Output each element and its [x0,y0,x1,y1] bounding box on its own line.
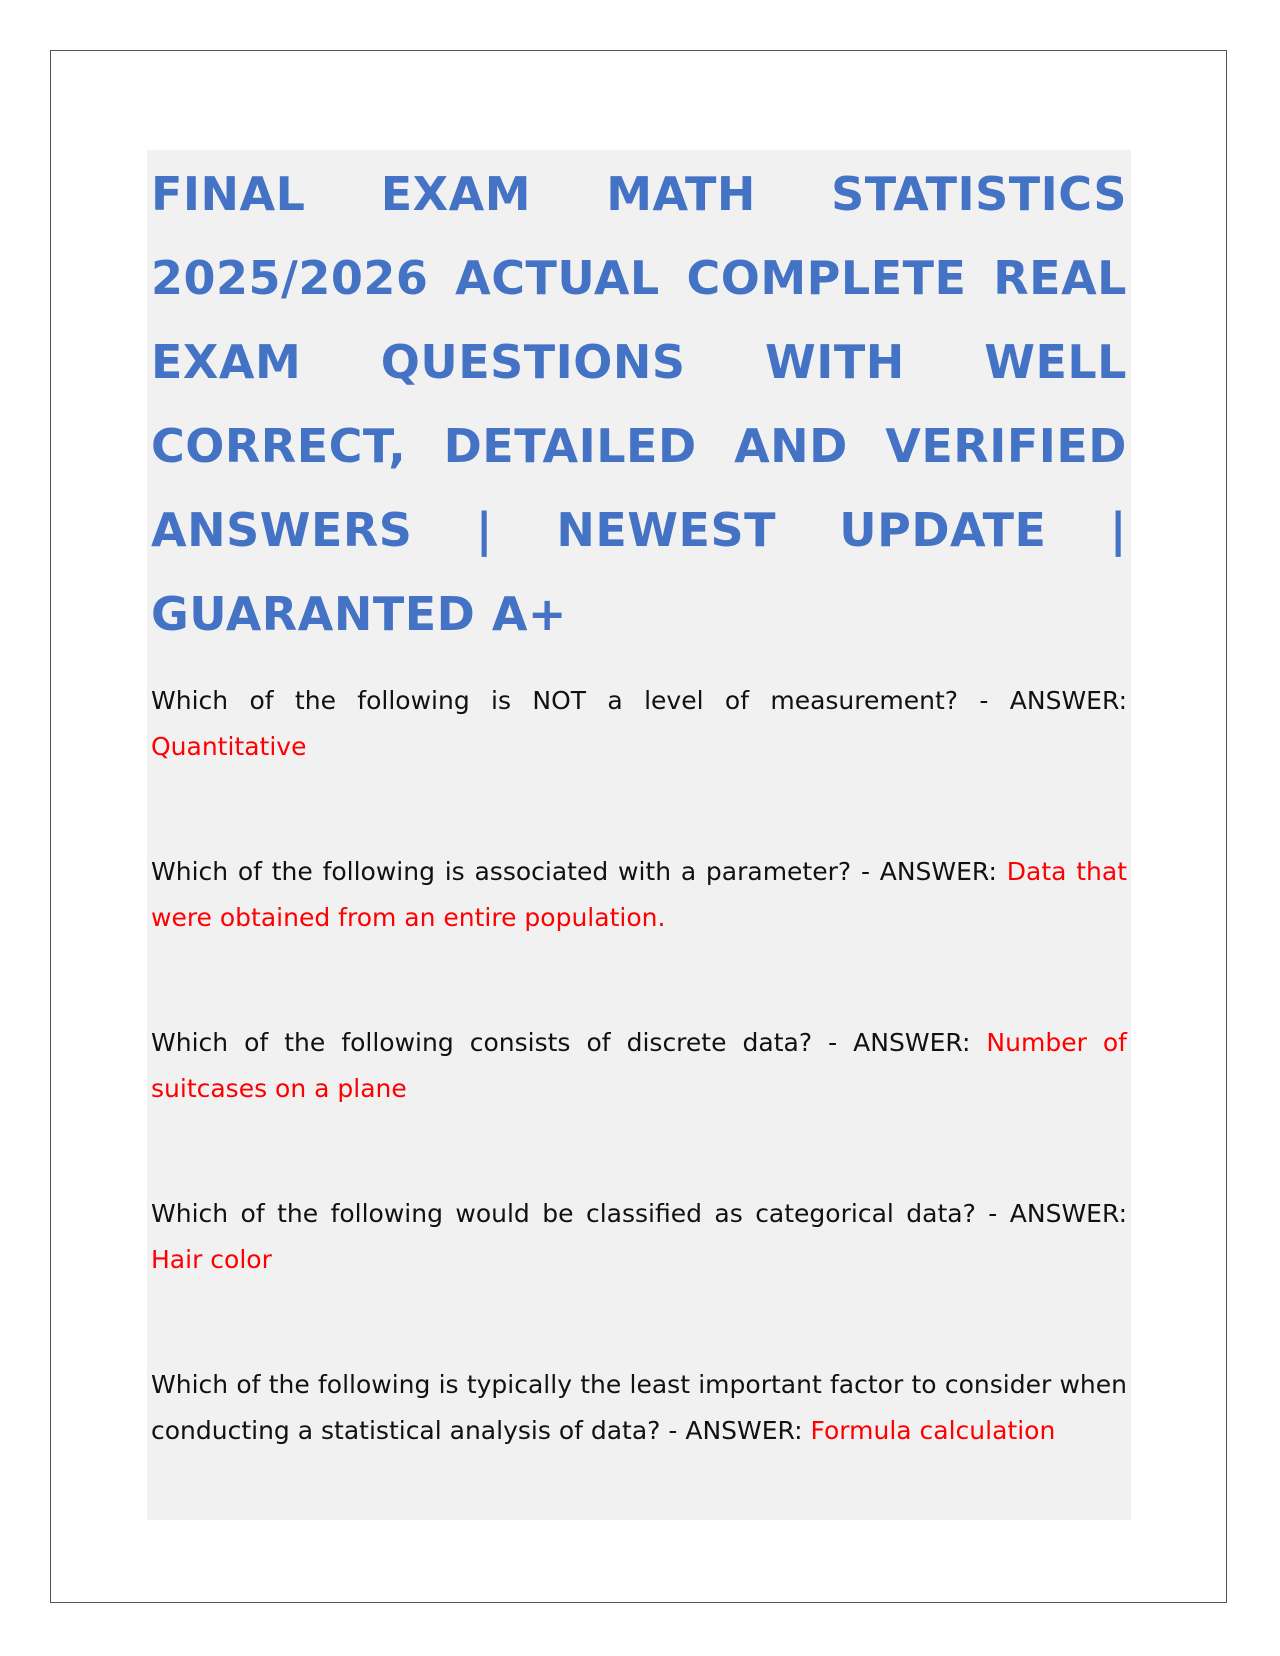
qa-item [151,1191,1127,1283]
qa-item [151,678,1127,770]
question-text: Which of the following is typically the least important factor to consider when conducting a statistical analysis of data? - ANSWER: [151,1370,1127,1445]
answer-text: Hair color [151,1245,272,1274]
question-text: Which of the following is associated with a parameter? - ANSWER: [151,857,997,886]
qa-item [151,849,1127,941]
qa-item [151,1020,1127,1112]
question-text: Which of the following would be classified as categorical data? - ANSWER: [151,1199,1127,1228]
answer-text: Quantitative [151,732,307,761]
document-title: FINAL EXAM MATH STATISTICS 2025/2026 ACTUAL COMPLETE REAL EXAM QUESTIONS WITH WELL CORRECT, DETAILED AND VERIFIED ANSWERS | NEWEST UPDATE | GUARANTED A+ [151,167,1127,641]
document-content [147,150,1131,1520]
answer-text: Data that were obtained from an entire population. [151,857,1127,932]
qa-item [151,1362,1127,1454]
question-text: Which of the following consists of discrete data? - ANSWER: [151,1028,971,1057]
answer-text: Formula calculation [810,1416,1056,1445]
question-text: Which of the following is NOT a level of measurement? - ANSWER: [151,686,1127,715]
answer-text: Number of suitcases on a plane [151,1028,1127,1103]
qa-list [151,678,1127,1454]
